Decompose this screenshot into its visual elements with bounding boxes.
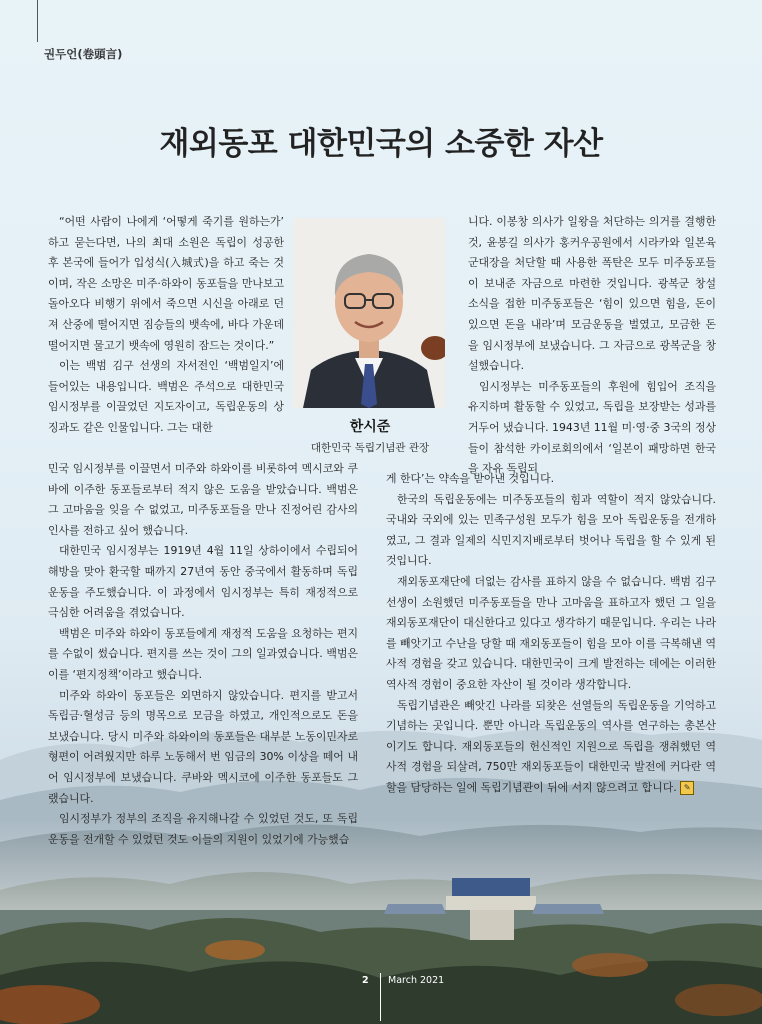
section-rule xyxy=(37,0,38,42)
article-column-top-right xyxy=(468,212,716,480)
author-title: 대한민국 독립기념관 관장 xyxy=(310,442,430,454)
author-name: 한시준 xyxy=(349,419,391,435)
issue-date: March 2021 xyxy=(388,975,445,986)
article-column-right xyxy=(386,469,716,799)
author-photo xyxy=(293,218,445,408)
footer-divider xyxy=(380,973,381,1021)
end-mark-icon: ✎ xyxy=(680,781,694,795)
paragraph: 임시정부가 정부의 조직을 유지해나갈 수 있었던 것도, 또 독립운동을 전개할 수 있었던 것도 이들의 지원이 있었기에 가능했습 xyxy=(48,812,358,846)
building-body xyxy=(446,896,536,910)
plaza xyxy=(470,910,514,940)
paragraph: “어떤 사람이 나에게 ‘어떻게 죽기를 원하는가’ 하고 묻는다면, 나의 최대 소원은 독립이 성공한 후 본국에 들어가 입성식(入城式)을 하고 죽는 것이며, 작은 소망은 미주·하와이 동포들을 만나보고 돌아오다 비행기 위에서 죽으면 시신을 아래로 던져 산중에 떨어지면 짐승들의 뱃속에, 바다 가운데 떨어지면 물고기 뱃속에 영원히 잠드는 것이다.” xyxy=(48,215,284,352)
paragraph: 대한민국 임시정부는 1919년 4월 11일 상하이에서 수립되어 해방을 맞아 환국할 때까지 27년여 동안 중국에서 활동하며 독립운동을 주도했습니다. 이 과정에서 임시정부는 특히 재정적으로 극심한 어려움을 겪었습니다. xyxy=(48,544,358,620)
paragraph: 니다. 이봉창 의사가 일왕을 처단하는 의거를 결행한 것, 윤봉길 의사가 홍커우공원에서 시라카와 일본육군대장을 처단할 때 사용한 폭탄은 모두 미주동포들이 보내준 자금으로 마련한 것입니다. 광복군 창설 소식을 접한 미주동포들은 ‘힘이 있으면 힘을, 돈이 있으면 돈을 내라’며 모금운동을 벌였고, 모금한 돈을 임시정부에 보냈습니다. 그 자금으로 광복군을 창설했습니다. xyxy=(468,215,716,373)
section-label: 권두언(卷頭言) xyxy=(44,47,123,61)
article-column-left xyxy=(48,459,358,850)
building-roof xyxy=(452,878,530,898)
paragraph: 미주와 하와이 동포들은 외면하지 않았습니다. 편지를 받고서 독립금·혈성금 등의 명목으로 모금을 하였고, 개인적으로도 돈을 보냈습니다. 당시 미주와 하와이의 동포들은 대부분 노동이민자로 형편이 어려웠지만 하루 노동해서 번 임금의 30% 이상을 떼어 내어 임시정부에 보냈습니다. 쿠바와 멕시코에 이주한 동포들도 그랬습니다. xyxy=(48,688,358,805)
paragraph: 한국의 독립운동에는 미주동포들의 힘과 역할이 적지 않았습니다. 국내와 국외에 있는 민족구성원 모두가 힘을 모아 독립운동을 전개하였고, 그 결과 일제의 식민지지배로부터 벗어나 독립을 할 수 있게 된 것입니다. xyxy=(386,492,716,568)
paragraph: 민국 임시정부를 이끌면서 미주와 하와이를 비롯하여 멕시코와 쿠바에 이주한 동포들로부터 적지 않은 도움을 받았습니다. 백범은 그 고마움을 잊을 수 없었고, 미주동포들을 만나 진정어린 감사의 인사를 전하고 싶어 했습니다. xyxy=(48,462,358,537)
paragraph: 게 한다’는 약속을 받아낸 것입니다. xyxy=(386,472,555,485)
paragraph: 백범은 미주와 하와이 동포들에게 재정적 도움을 요청하는 편지를 수없이 썼습니다. 편지를 쓰는 것이 그의 일과였습니다. 백범은 이를 ‘편지정책’이라고 했습니다. xyxy=(48,626,358,681)
paragraph: 이는 백범 김구 선생의 자서전인 ‘백범일지’에 들어있는 내용입니다. 백범은 주석으로 대한민국 임시정부를 이끌었던 지도자이고, 독립운동의 상징과도 같은 인물입니다. 그는 대한 xyxy=(48,359,284,434)
paragraph: 재외동포재단에 더없는 감사를 표하지 않을 수 없습니다. 백범 김구 선생이 소원했던 미주동포들을 만나 고마움을 표하고자 했던 그 일을 재외동포재단이 대신한다고 있다고 생각하기 때문입니다. 우리는 나라를 빼앗기고 수난을 당할 때 재외동포들이 힘을 모아 이를 극복해낸 역사적 경험을 갖고 있습니다. 대한민국이 크게 발전하는 데에는 이러한 역사적 경험이 중요한 자산이 될 것이라 생각합니다. xyxy=(386,574,716,691)
page-number: 2 xyxy=(362,975,369,986)
paragraph xyxy=(386,696,716,799)
photo-caption xyxy=(292,416,448,455)
headline: 재외동포 대한민국의 소중한 자산 xyxy=(159,126,603,162)
article-column-top-left xyxy=(48,212,284,439)
page-footer xyxy=(0,975,762,995)
portrait-illustration xyxy=(293,218,445,408)
paragraph: 임시정부는 미주동포들의 후원에 힘입어 조직을 유지하며 활동할 수 있었고, 독립을 보장받는 성과를 거두어 냈습니다. 1943년 11월 미·영·중 3국의 정상들이 참석한 카이로회의에서 ‘일본이 패망하면 한국을 자유 독립되 xyxy=(468,379,716,476)
paragraph-text: 독립기념관은 빼앗긴 나라를 되찾은 선열들의 독립운동을 기억하고 기념하는 곳입니다. 뿐만 아니라 독립운동의 역사를 연구하는 총본산이기도 합니다. 재외동포들의 헌신적인 지원으로 독립을 쟁취했던 역사적 경험을 되살려, 750만 재외동포들이 대한민국 발전에 커다란 역할을 담당하는 일에 독립기념관이 뒤에 서지 않으려고 합니다. xyxy=(386,698,716,794)
